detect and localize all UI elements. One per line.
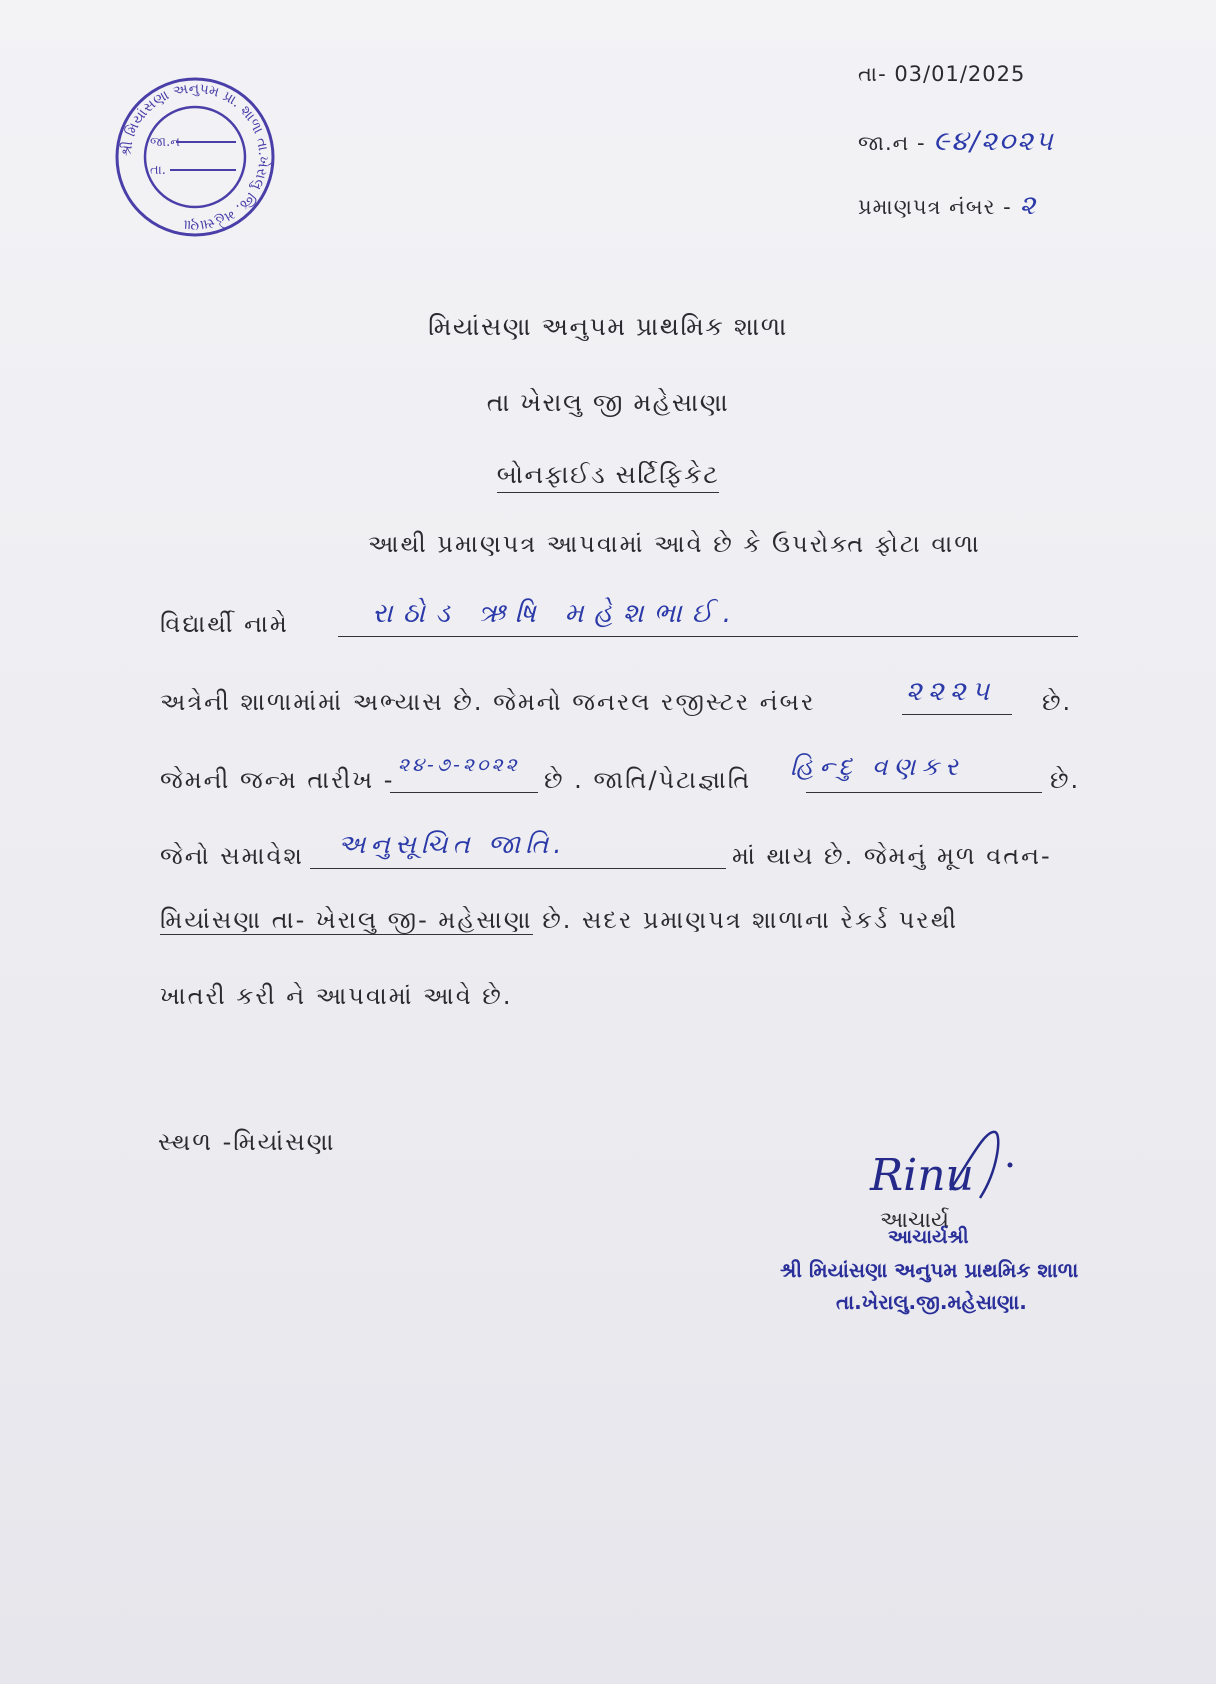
svg-text:શ્રી મિયાંસણા અનુપમ પ્રા. શાળા bbox=[119, 81, 273, 233]
designation-stamp: આચાર્યશ્રી bbox=[888, 1226, 969, 1248]
register-number: ૨૨૨૫ bbox=[906, 676, 996, 707]
date-text: તા- 03/01/2025 bbox=[858, 62, 1026, 86]
caste-label: છે . જાતિ/પેટાજ્ઞાતિ bbox=[544, 766, 752, 794]
category-tail: માં થાય છે. જેમનું મૂળ વતન- bbox=[732, 842, 1052, 870]
category-label: જેનો સમાવેશ bbox=[160, 842, 304, 870]
place-line: સ્થળ -મિયાંસણા bbox=[158, 1128, 336, 1156]
designation-print: આચાર્ય bbox=[880, 1208, 949, 1233]
school-name-title: મિયાંસણા અનુપમ પ્રાથમિક શાળા bbox=[428, 312, 788, 341]
date-line bbox=[858, 62, 1025, 87]
school-stamp-name: શ્રી મિયાંસણા અનુપમ પ્રાથમિક શાળા bbox=[780, 1258, 1079, 1282]
stamp-line1-label: જા.ન bbox=[150, 135, 180, 150]
register-che: છે. bbox=[1042, 688, 1073, 716]
certificate-number-line bbox=[858, 190, 1036, 222]
native-place: મિયાંસણા તા- ખેરાલુ જી- મહેસાણા bbox=[160, 906, 533, 934]
certificate-number: ૨ bbox=[1019, 190, 1037, 221]
closing-line: ખાતરી કરી ને આપવામાં આવે છે. bbox=[160, 982, 513, 1010]
study-text: અત્રેની શાળામાંમાં અભ્યાસ છે. જેમનો જનરલ રજીસ્ટર નંબર bbox=[160, 688, 816, 716]
certificate-title bbox=[0, 460, 1216, 493]
taluka-title: તા ખેરાલુ જી મહેસાણા bbox=[486, 388, 730, 417]
student-name: રાઠોડ ઋષિ મહેશભાઈ. bbox=[372, 598, 742, 629]
date-of-birth: ૨૪-૭-૨૦૨૨ bbox=[398, 754, 520, 776]
taluka-stamp-name: તા.ખેરાલુ.જી.મહેસાણા. bbox=[836, 1290, 1027, 1314]
caste: હિન્દુ વણકર bbox=[790, 752, 964, 781]
signature-flourish bbox=[940, 1120, 1020, 1210]
native-place-line bbox=[160, 906, 958, 935]
principal-signature: Rinu bbox=[870, 1150, 974, 1201]
student-label: વિદ્યાર્થી નામે bbox=[160, 610, 289, 638]
certificate-number-prefix: પ્રમાણપત્ર નંબર - bbox=[858, 195, 1012, 219]
outward-prefix: જા.ન - bbox=[858, 131, 926, 155]
certificate-title-text: બોનફાઈડ સર્ટિફિકેટ bbox=[497, 460, 720, 493]
record-text: છે. સદર પ્રમાણપત્ર શાળાના રેકર્ડ પરથી bbox=[542, 906, 958, 934]
category: અનુસૂચિત જાતિ. bbox=[338, 830, 567, 860]
stamp-line2-label: તા. bbox=[150, 163, 166, 178]
stamp-ring-text: શ્રી મિયાંસણા અનુપમ પ્રા. શાળા તા.ખેરાલુ જિ. મહેસાણા bbox=[118, 80, 272, 234]
intro-line: આથી પ્રમાણપત્ર આપવામાં આવે છે કે ઉપરોક્ત ફોટા વાળા bbox=[368, 530, 981, 558]
outward-number-line bbox=[858, 126, 1055, 158]
dob-label: જેમની જન્મ તારીખ - bbox=[160, 766, 395, 794]
caste-che: છે. bbox=[1050, 766, 1081, 794]
outward-number: ૯૪/૨૦૨૫ bbox=[933, 126, 1055, 157]
round-stamp bbox=[112, 74, 278, 240]
category-line bbox=[160, 842, 1080, 870]
